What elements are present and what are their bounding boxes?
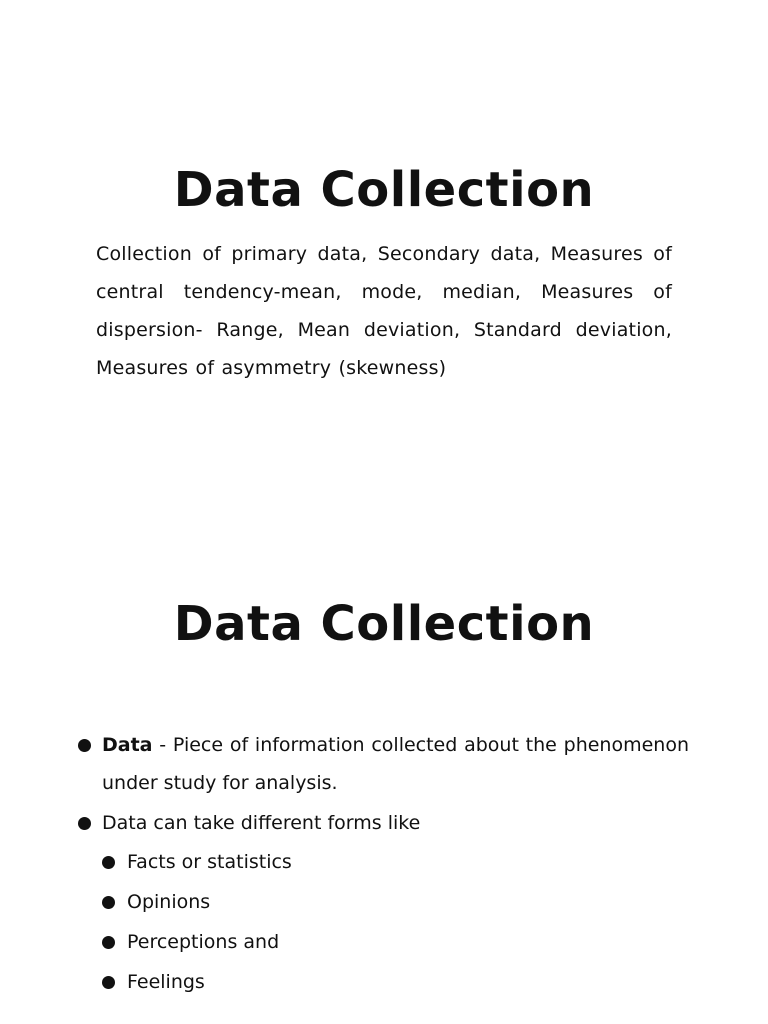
sub-bullet-opinions [0,882,768,922]
slide-1-title: Data Collection [173,162,595,218]
slide-2 [0,512,768,1024]
slide-1-body: Collection of primary data, Secondary data, Measures of central tendency-mean, mode, median, Measures of dispersion- Range, Mean deviation, Standard deviation, Measures of asymmetry (skewness) [96,243,672,379]
slide-2-title: Data Collection [173,596,595,652]
sub-bullet-text: Facts or statistics [127,851,292,873]
bullet-dot-icon [78,739,91,752]
bullet-dot-icon [78,817,91,830]
bullet-list [0,726,768,1002]
bullet-data-forms [0,804,768,842]
term-data: Data [102,734,153,756]
bullet-dot-icon [102,976,115,989]
bullet-dot-icon [102,896,115,909]
bullet-dot-icon [102,936,115,949]
definition-text: - Piece of information collected about the phenomenon under study for analysis. [102,734,689,794]
bullet-data-definition [0,726,768,802]
forms-intro-text: Data can take different forms like [102,812,421,834]
sub-bullet-text: Opinions [127,891,211,913]
sub-bullet-feelings [0,962,768,1002]
sub-bullet-text: Perceptions and [127,931,280,953]
sub-bullet-text: Feelings [127,971,205,993]
sub-bullet-perceptions [0,922,768,962]
bullet-dot-icon [102,856,115,869]
sub-bullet-facts [0,842,768,882]
